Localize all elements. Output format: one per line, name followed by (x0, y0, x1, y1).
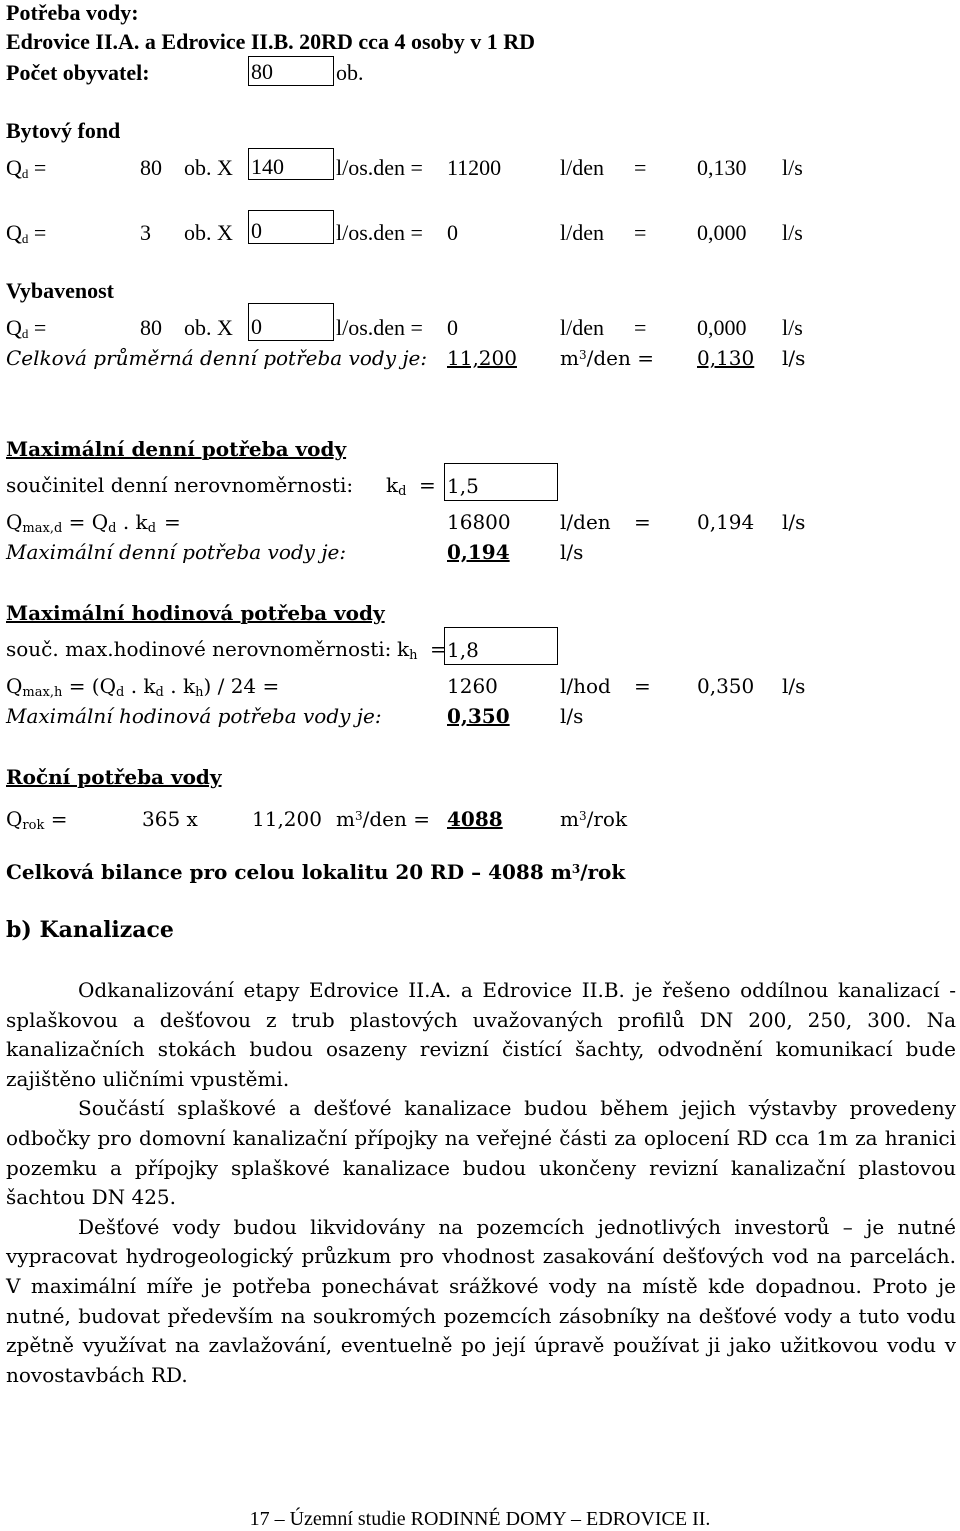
max-daily-ls: 0,194 (697, 510, 755, 534)
flow-value: 0,000 (697, 315, 747, 340)
max-daily-value: 16800 (447, 510, 511, 534)
specific-demand-input[interactable]: 0 (248, 303, 334, 341)
days-times: 365 x (142, 807, 198, 831)
paragraph: Odkanalizování etapy Edrovice II.A. a Edrovice II.B. je řešeno oddílnou kanalizací - splaškovou a dešťovou z trub plastových uvažovaných profilů DN 200, 250, 300. Na kanalizačních stokách budou osazeny revizní čistící šachty, odvodnění komunikací bude zajištěno uličními vpustěmi. (6, 978, 956, 1091)
unit-l-den: l/den (560, 510, 611, 534)
equals: = (634, 155, 647, 180)
daily-coefficient-label: součinitel denní nerovnoměrnosti: (6, 473, 354, 497)
total-daily-label: Celková průměrná denní potřeba vody je: (6, 346, 428, 370)
unit-l-s: l/s (782, 155, 803, 180)
equals: = (634, 510, 651, 534)
population-unit: ob. (336, 60, 364, 85)
kh-equals: = (430, 637, 447, 661)
equals: = (164, 510, 181, 534)
flow-value: 0,000 (697, 220, 747, 245)
flow-value: 0,130 (697, 155, 747, 180)
section-heading-sewerage: b) Kanalizace (6, 917, 174, 943)
q-label: $Q_d$ = (6, 155, 47, 181)
max-hourly-formula: $Q_{max,h} = (Q_d$ . $k_d$ . $k_h) / 24$ = (6, 674, 280, 700)
unit-l-s: l/s (782, 674, 806, 698)
unit-los-den: l/os.den = (336, 155, 423, 180)
section-heading-annual: Roční potřeba vody (6, 765, 222, 789)
daily-value: 0 (447, 315, 458, 340)
max-hourly-ls: 0,350 (697, 674, 755, 698)
total-daily-m3-unit: $m^3$/den = (560, 346, 654, 370)
q-label: $Q_d$ = (6, 315, 47, 341)
daily-value: 11200 (447, 155, 502, 180)
unit-l-s: l/s (782, 315, 803, 340)
section-heading-vybavenost: Vybavenost (6, 278, 114, 303)
specific-demand-input[interactable]: 0 (248, 210, 334, 244)
annual-m3-den: 11,200 (252, 807, 322, 831)
total-daily-ls: 0,130 (697, 346, 755, 370)
max-hourly-result-label: Maximální hodinová potřeba vody je: (6, 704, 382, 728)
kd-input[interactable]: 1,5 (444, 463, 558, 501)
max-daily-result-unit: l/s (560, 540, 584, 564)
annual-value: 4088 (447, 807, 503, 831)
total-daily-m3: 11,200 (447, 346, 517, 370)
q-label: $Q_d$ = (6, 220, 47, 246)
max-daily-result-value: 0,194 (447, 540, 510, 564)
residents-count: 80 (140, 155, 162, 180)
max-hourly-result-unit: l/s (560, 704, 584, 728)
section-heading-max-hourly: Maximální hodinová potřeba vody (6, 601, 385, 625)
residents-count: 80 (140, 315, 162, 340)
total-daily-ls-unit: l/s (782, 346, 806, 370)
unit-l-hod: l/hod (560, 674, 611, 698)
q-rok-label: $Q_{rok}$ = (6, 807, 68, 833)
annual-unit: $m^3$/rok (560, 807, 628, 831)
paragraph: Součástí splaškové a dešťové kanalizace budou během jejich výstavby provedeny odbočky pro domovní kanalizační přípojky na veřejné části za oplocení RD cca 1m za hranici pozemku a přípojky splaškové kanalizace budou ukončeny revizní kanalizační plastovou šachtou DN 425. (6, 1096, 956, 1210)
sewerage-text (6, 976, 956, 1390)
ob-x-label: ob. X (184, 220, 233, 245)
section-heading-max-daily: Maximální denní potřeba vody (6, 437, 347, 461)
equals: = (634, 220, 647, 245)
population-label: Počet obyvatel: (6, 60, 150, 85)
unit-l-den: l/den (560, 315, 604, 340)
max-hourly-result-value: 0,350 (447, 704, 510, 728)
paragraph: Dešťové vody budou likvidovány na pozemcích jednotlivých investorů – je nutné vypracovat hydrogeologický průzkum pro vhodnost zasakování dešťových vod na parcelách. V maximální míře je potřeba ponechávat srážkové vody na místě kde dopadnou. Proto je nutné, budovat především na soukromých pozemcích zásobníky na dešťové vody a tuto vodu zpětně využívat na zavlažování, eventuelně po její úpravě používat ji jako užitkovou vodu v novostavbách RD. (6, 1214, 956, 1387)
unit-l-den: l/den (560, 155, 604, 180)
ob-x-label: ob. X (184, 155, 233, 180)
page-footer: 17 – Územní studie RODINNÉ DOMY – EDROVICE II. (249, 1508, 711, 1530)
section-heading-bytovy: Bytový fond (6, 118, 121, 143)
unit-l-s: l/s (782, 220, 803, 245)
page-title: Potřeba vody: (6, 0, 139, 25)
daily-value: 0 (447, 220, 458, 245)
unit-los-den: l/os.den = (336, 220, 423, 245)
population-input[interactable]: 80 (248, 56, 334, 86)
residents-count: 3 (140, 220, 151, 245)
kd-label: $k_d$ (386, 473, 407, 499)
kh-label: $k_h$ (397, 637, 418, 663)
specific-demand-input[interactable]: 140 (248, 148, 334, 180)
unit-l-den: l/den (560, 220, 604, 245)
page-subtitle: Edrovice II.A. a Edrovice II.B. 20RD cca 4 osoby v 1 RD (6, 29, 536, 54)
max-hourly-value: 1260 (447, 674, 498, 698)
max-daily-formula: $Q_{max,d} = Q_d$ . $k_d$ (6, 510, 157, 536)
total-balance: Celková bilance pro celou lokalitu 20 RD – 4088 $m^3$/rok (6, 860, 626, 884)
max-daily-result-label: Maximální denní potřeba vody je: (6, 540, 347, 564)
annual-m3-den-unit: $m^3$/den = (336, 807, 430, 831)
equals: = (634, 315, 647, 340)
kh-input[interactable]: 1,8 (444, 627, 558, 665)
unit-l-s: l/s (782, 510, 806, 534)
unit-los-den: l/os.den = (336, 315, 423, 340)
ob-x-label: ob. X (184, 315, 233, 340)
hourly-coefficient-label: souč. max.hodinové nerovnoměrnosti: (6, 637, 392, 661)
equals: = (634, 674, 651, 698)
kd-equals: = (419, 473, 436, 497)
